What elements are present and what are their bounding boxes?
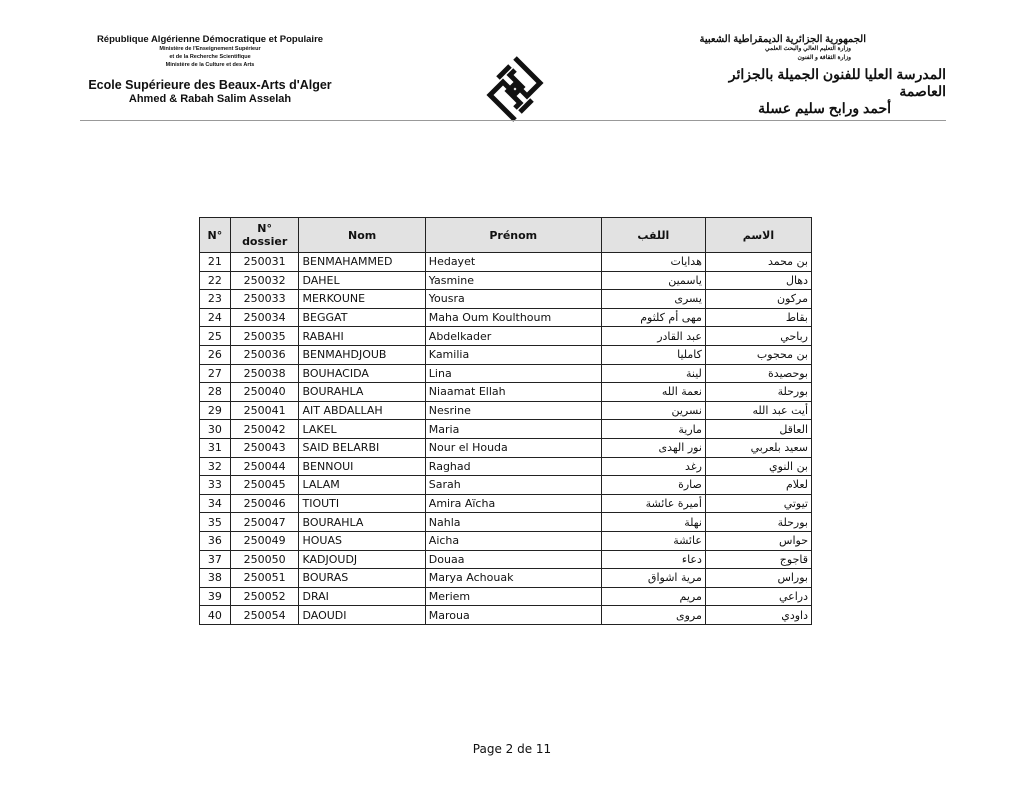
last-name-cell: BENNOUI [299,457,425,476]
last-name-cell: LAKEL [299,420,425,439]
first-name-ar-cell: العاقل [705,420,811,439]
page-number: Page 2 de 11 [472,742,552,756]
last-name-cell: MERKOUNE [299,290,425,309]
last-name-ar-cell: ياسمين [601,271,705,290]
row-number-cell: 23 [200,290,231,309]
last-name-ar-cell: هدايات [601,253,705,272]
first-name-ar-cell: رباحي [705,327,811,346]
file-number-cell: 250035 [230,327,299,346]
first-name-cell: Yousra [425,290,601,309]
row-number-cell: 38 [200,569,231,588]
row-number-cell: 39 [200,587,231,606]
last-name-cell: BOURAS [299,569,425,588]
first-name-cell: Hedayet [425,253,601,272]
first-name-ar-cell: بوراس [705,569,811,588]
file-number-cell: 250036 [230,345,299,364]
school-patrons-ar: أحمد ورابح سليم عسلة [758,100,891,116]
col-header-last-name-ar: اللقب [601,218,705,253]
row-number-cell: 27 [200,364,231,383]
table-row [200,457,812,476]
last-name-cell: DAOUDI [299,606,425,625]
last-name-ar-cell: نعمة الله [601,383,705,402]
table-row [200,531,812,550]
table-row [200,327,812,346]
first-name-cell: Niaamat Ellah [425,383,601,402]
table-row [200,253,812,272]
first-name-ar-cell: بن محمد [705,253,811,272]
last-name-cell: DAHEL [299,271,425,290]
file-number-cell: 250051 [230,569,299,588]
header-right [686,34,946,116]
republic-ar: الجمهورية الجزائرية الديمقراطية الشعبية [699,34,866,45]
last-name-ar-cell: يسرى [601,290,705,309]
row-number-cell: 21 [200,253,231,272]
table-row [200,345,812,364]
table-row [200,308,812,327]
table-row [200,383,812,402]
table-row [200,494,812,513]
row-number-cell: 26 [200,345,231,364]
col-header-last-name: Nom [299,218,425,253]
table-row [200,401,812,420]
last-name-ar-cell: مهى أم كلثوم [601,308,705,327]
header-divider [80,120,946,121]
table-header-row [200,218,812,253]
ministry-culture-ar: وزارة الثقافة و الفنون [797,55,851,61]
row-number-cell: 32 [200,457,231,476]
first-name-cell: Raghad [425,457,601,476]
col-header-file-number: N° dossier [230,218,299,253]
first-name-cell: Amira Aïcha [425,494,601,513]
first-name-ar-cell: حواس [705,531,811,550]
last-name-ar-cell: نور الهدى [601,438,705,457]
last-name-cell: KADJOUDJ [299,550,425,569]
file-number-cell: 250047 [230,513,299,532]
last-name-cell: BOURAHLA [299,513,425,532]
file-number-cell: 250032 [230,271,299,290]
last-name-cell: AIT ABDALLAH [299,401,425,420]
last-name-ar-cell: رغد [601,457,705,476]
col-header-number: N° [200,218,231,253]
last-name-cell: SAID BELARBI [299,438,425,457]
file-number-cell: 250041 [230,401,299,420]
file-number-cell: 250040 [230,383,299,402]
first-name-cell: Douaa [425,550,601,569]
first-name-cell: Lina [425,364,601,383]
student-list-table [199,217,812,625]
first-name-ar-cell: بورحلة [705,383,811,402]
first-name-cell: Marya Achouak [425,569,601,588]
first-name-cell: Kamilia [425,345,601,364]
last-name-ar-cell: كامليا [601,345,705,364]
first-name-ar-cell: بوحصيدة [705,364,811,383]
file-number-cell: 250033 [230,290,299,309]
first-name-ar-cell: بورحلة [705,513,811,532]
first-name-cell: Aicha [425,531,601,550]
ministry-culture-fr: Ministère de la Culture et des Arts [165,62,255,68]
first-name-ar-cell: لعلام [705,476,811,495]
file-number-cell: 250052 [230,587,299,606]
col-header-first-name-ar: الاسم [705,218,811,253]
row-number-cell: 36 [200,531,231,550]
first-name-cell: Meriem [425,587,601,606]
table-row [200,476,812,495]
first-name-ar-cell: دهال [705,271,811,290]
school-name-fr: Ecole Supérieure des Beaux-Arts d'Alger [88,78,332,92]
table-row [200,364,812,383]
row-number-cell: 33 [200,476,231,495]
table-row [200,606,812,625]
table-row [200,290,812,309]
last-name-cell: DRAI [299,587,425,606]
first-name-cell: Yasmine [425,271,601,290]
first-name-ar-cell: داودي [705,606,811,625]
first-name-ar-cell: أيت عبد الله [705,401,811,420]
row-number-cell: 37 [200,550,231,569]
first-name-ar-cell: تيوتي [705,494,811,513]
first-name-ar-cell: بن محجوب [705,345,811,364]
republic-fr: République Algérienne Démocratique et Populaire [96,34,324,45]
row-number-cell: 25 [200,327,231,346]
first-name-cell: Abdelkader [425,327,601,346]
file-number-cell: 250031 [230,253,299,272]
file-number-cell: 250054 [230,606,299,625]
last-name-ar-cell: أميرة عائشة [601,494,705,513]
first-name-ar-cell: مركون [705,290,811,309]
first-name-cell: Maria [425,420,601,439]
last-name-ar-cell: مرية اشواق [601,569,705,588]
last-name-ar-cell: صارة [601,476,705,495]
table-row [200,587,812,606]
first-name-ar-cell: بن النوي [705,457,811,476]
header-left [80,34,340,106]
last-name-cell: HOUAS [299,531,425,550]
file-number-cell: 250042 [230,420,299,439]
ministry-higher-ed-fr-1: Ministère de l'Enseignement Supérieur [159,46,261,52]
first-name-cell: Nour el Houda [425,438,601,457]
first-name-ar-cell: بقاط [705,308,811,327]
last-name-cell: BOUHACIDA [299,364,425,383]
kufic-calligraphy-logo-icon [480,54,550,124]
file-number-cell: 250050 [230,550,299,569]
last-name-ar-cell: دعاء [601,550,705,569]
last-name-ar-cell: مارية [601,420,705,439]
file-number-cell: 250038 [230,364,299,383]
first-name-cell: Nesrine [425,401,601,420]
row-number-cell: 40 [200,606,231,625]
last-name-ar-cell: مروى [601,606,705,625]
table-row [200,438,812,457]
last-name-cell: RABAHI [299,327,425,346]
table-row [200,513,812,532]
last-name-ar-cell: لينة [601,364,705,383]
school-patrons-fr: Ahmed & Rabah Salim Asselah [128,93,292,105]
school-name-ar: المدرسة العليا للفنون الجميلة بالجزائر العاصمة [728,66,946,99]
ministry-higher-ed-fr-2: et de la Recherche Scientifique [169,54,251,60]
first-name-cell: Maroua [425,606,601,625]
first-name-cell: Sarah [425,476,601,495]
first-name-ar-cell: سعيد بلعربي [705,438,811,457]
table-row [200,271,812,290]
last-name-ar-cell: عائشة [601,531,705,550]
table-row [200,569,812,588]
first-name-cell: Maha Oum Koulthoum [425,308,601,327]
row-number-cell: 30 [200,420,231,439]
file-number-cell: 250046 [230,494,299,513]
last-name-cell: BEGGAT [299,308,425,327]
table-row [200,420,812,439]
last-name-cell: TIOUTI [299,494,425,513]
row-number-cell: 24 [200,308,231,327]
file-number-cell: 250043 [230,438,299,457]
col-header-first-name: Prénom [425,218,601,253]
last-name-ar-cell: مريم [601,587,705,606]
last-name-cell: LALAM [299,476,425,495]
row-number-cell: 31 [200,438,231,457]
first-name-ar-cell: قاجوج [705,550,811,569]
row-number-cell: 35 [200,513,231,532]
table-row [200,550,812,569]
ministry-higher-ed-ar: وزارة التعليم العالي والبحث العلمي [764,46,851,52]
last-name-ar-cell: نهلة [601,513,705,532]
row-number-cell: 28 [200,383,231,402]
first-name-ar-cell: دراعي [705,587,811,606]
file-number-cell: 250049 [230,531,299,550]
last-name-cell: BENMAHAMMED [299,253,425,272]
last-name-cell: BOURAHLA [299,383,425,402]
row-number-cell: 34 [200,494,231,513]
last-name-ar-cell: عبد القادر [601,327,705,346]
first-name-cell: Nahla [425,513,601,532]
row-number-cell: 22 [200,271,231,290]
row-number-cell: 29 [200,401,231,420]
file-number-cell: 250044 [230,457,299,476]
last-name-cell: BENMAHDJOUB [299,345,425,364]
last-name-ar-cell: نسرين [601,401,705,420]
file-number-cell: 250034 [230,308,299,327]
file-number-cell: 250045 [230,476,299,495]
